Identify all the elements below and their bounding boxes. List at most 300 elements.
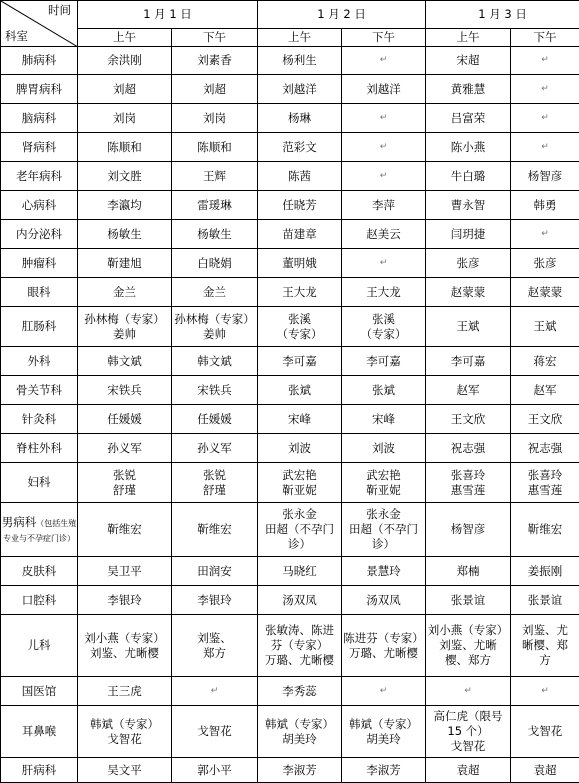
doctor-name: 刘文胜 (78, 169, 171, 184)
doctor-cell (426, 278, 511, 307)
doctor-name: 宋峰 (342, 412, 425, 427)
pm-header: 下午 (511, 29, 579, 47)
doctor-name: 赵蒙蒙 (511, 285, 579, 300)
doctor-cell (511, 104, 579, 133)
doctor-name: 祝志强 (426, 441, 510, 456)
doctor-name: 芬（专家） (258, 638, 341, 653)
doctor-name: 雷瑗琳 (172, 198, 257, 213)
department-name: 妇科 (28, 475, 51, 489)
table-row (1, 104, 579, 133)
am-header: 上午 (78, 29, 172, 47)
doctor-cell (426, 75, 511, 104)
empty-slot-mark: ↵ (342, 111, 425, 126)
department-cell (1, 615, 78, 677)
doctor-name: 韩文斌 (172, 354, 257, 369)
doctor-name: 张彦 (426, 256, 510, 271)
doctor-cell (511, 278, 579, 307)
doctor-cell (172, 557, 258, 586)
doctor-cell (426, 249, 511, 278)
am-header: 上午 (258, 29, 342, 47)
table-row (1, 557, 579, 586)
doctor-name: 王斌 (511, 319, 579, 334)
doctor-name: 胡美玲 (258, 732, 341, 747)
doctor-cell (78, 405, 172, 434)
doctor-cell (78, 249, 172, 278)
department-cell (1, 249, 78, 278)
pm-header: 下午 (172, 29, 258, 47)
table-row (1, 586, 579, 615)
doctor-name: 姜帅 (172, 327, 257, 342)
doctor-cell (511, 706, 579, 758)
doctor-name: 张敏涛、陈进 (258, 623, 341, 638)
doctor-name: 刘鉴、尤晰 (426, 638, 510, 653)
doctor-name: 马晓红 (258, 564, 341, 579)
doctor-name: 韩斌（专家） (78, 717, 171, 732)
doctor-name: 张斌 (258, 383, 341, 398)
doctor-name: 田超（不孕门诊） (258, 522, 341, 552)
doctor-cell (342, 557, 426, 586)
doctor-name: 李可嘉 (426, 354, 510, 369)
doctor-cell (342, 104, 426, 133)
doctor-name: 孙林梅（专家） (78, 312, 171, 327)
doctor-name: 靳亚妮 (342, 483, 425, 498)
doctor-cell (511, 133, 579, 162)
doctor-cell (172, 434, 258, 463)
doctor-name: 韩勇 (511, 198, 579, 213)
doctor-cell (258, 220, 342, 249)
department-name: 眼科 (28, 285, 51, 299)
doctor-name: 汤双凤 (342, 593, 425, 608)
doctor-cell (78, 47, 172, 75)
doctor-name: 杨智彦 (426, 522, 510, 537)
date-header: 1 月 1 日 (78, 1, 258, 29)
doctor-name: 韩斌（专家） (258, 717, 341, 732)
empty-slot-mark: ↵ (172, 684, 257, 699)
doctor-cell (258, 162, 342, 191)
date-header: 1 月 3 日 (426, 1, 579, 29)
table-row (1, 220, 579, 249)
doctor-name: 刘小燕（专家） (78, 631, 171, 646)
department-cell (1, 376, 78, 405)
doctor-name: 白晓娟 (172, 256, 257, 271)
doctor-cell (342, 615, 426, 677)
doctor-cell (426, 376, 511, 405)
doctor-name: 吴文平 (78, 763, 171, 778)
doctor-name: 李淑芳 (258, 763, 341, 778)
doctor-name: 赵军 (511, 383, 579, 398)
table-row (1, 677, 579, 706)
doctor-cell (342, 503, 426, 557)
department-cell (1, 307, 78, 347)
doctor-name: 方 (511, 653, 579, 668)
doctor-name: 杨利生 (258, 53, 341, 68)
table-row (1, 191, 579, 220)
doctor-cell (342, 463, 426, 503)
department-cell (1, 463, 78, 503)
doctor-cell (172, 278, 258, 307)
doctor-cell (258, 104, 342, 133)
doctor-name: 舒瑾 (78, 483, 171, 498)
doctor-name: 靳建旭 (78, 256, 171, 271)
doctor-cell (426, 162, 511, 191)
doctor-name: 姜帅 (78, 327, 171, 342)
doctor-name: 张喜玲 (426, 468, 510, 483)
doctor-name: 李银玲 (78, 593, 171, 608)
doctor-cell (78, 104, 172, 133)
empty-slot-mark: ↵ (511, 227, 579, 242)
doctor-name: 袁超 (426, 763, 510, 778)
doctor-cell (172, 249, 258, 278)
doctor-name: 刘越洋 (342, 82, 425, 97)
doctor-name: 孙义军 (172, 441, 257, 456)
doctor-name: 刘波 (258, 441, 341, 456)
doctor-cell (78, 503, 172, 557)
doctor-name: 赵蒙蒙 (426, 285, 510, 300)
doctor-name: 任媛媛 (172, 412, 257, 427)
empty-slot-mark: ↵ (342, 53, 425, 68)
doctor-name: 韩斌（专家） (342, 717, 425, 732)
table-row (1, 307, 579, 347)
doctor-cell (258, 405, 342, 434)
department-cell (1, 434, 78, 463)
doctor-name: 任媛媛 (78, 412, 171, 427)
doctor-name: 王文欣 (426, 412, 510, 427)
doctor-name: 李银玲 (172, 593, 257, 608)
doctor-cell (78, 75, 172, 104)
doctor-name: 王三虎 (78, 684, 171, 699)
doctor-cell (258, 706, 342, 758)
doctor-cell (172, 503, 258, 557)
doctor-name: 张永金 (258, 507, 341, 522)
department-cell (1, 347, 78, 376)
doctor-name: 万璐、尤晰樱 (258, 653, 341, 668)
doctor-name: 孙林梅（专家） (172, 312, 257, 327)
doctor-name: 杨智彦 (511, 169, 579, 184)
department-name: 脑病科 (22, 111, 57, 125)
doctor-name: 戈智花 (426, 739, 510, 754)
doctor-name: 刘小燕（专家） (426, 623, 510, 638)
doctor-name: 张彦 (511, 256, 579, 271)
doctor-name: 董明娥 (258, 256, 341, 271)
doctor-name: 杨敏生 (172, 227, 257, 242)
doctor-name: 刘岗 (78, 111, 171, 126)
table-row (1, 133, 579, 162)
doctor-name: 田润安 (172, 564, 257, 579)
table-row (1, 347, 579, 376)
department-name: 老年病科 (16, 169, 62, 183)
doctor-cell (172, 191, 258, 220)
doctor-name: 陈进芬（专家） (342, 631, 425, 646)
doctor-cell (511, 75, 579, 104)
doctor-cell (511, 405, 579, 434)
doctor-cell (172, 162, 258, 191)
doctor-name: 姜振刚 (511, 564, 579, 579)
doctor-name: （专家） (258, 327, 341, 342)
corner-time-label: 时间 (48, 3, 71, 18)
doctor-cell (78, 220, 172, 249)
doctor-name: 晰樱、郑 (511, 638, 579, 653)
doctor-name: 胡美玲 (342, 732, 425, 747)
department-cell (1, 557, 78, 586)
doctor-cell (511, 162, 579, 191)
doctor-cell (426, 586, 511, 615)
doctor-name: 武宏艳 (342, 468, 425, 483)
doctor-cell (172, 615, 258, 677)
doctor-name: 吕富荣 (426, 111, 510, 126)
department-name: 肛肠科 (22, 319, 57, 333)
empty-slot-mark: ↵ (511, 684, 579, 699)
department-cell (1, 133, 78, 162)
table-row (1, 47, 579, 75)
department-name: 口腔科 (22, 593, 57, 607)
empty-slot-mark: ↵ (511, 53, 579, 68)
doctor-name: 15 个） (426, 724, 510, 739)
doctor-cell (258, 75, 342, 104)
pm-header: 下午 (342, 29, 426, 47)
empty-slot-mark: ↵ (426, 684, 510, 699)
doctor-name: 韩文斌 (78, 354, 171, 369)
doctor-cell (258, 307, 342, 347)
doctor-name: 祝志强 (511, 441, 579, 456)
doctor-name: 金兰 (78, 285, 171, 300)
table-row (1, 249, 579, 278)
doctor-name: 闫玥捷 (426, 227, 510, 242)
doctor-cell (342, 706, 426, 758)
doctor-name: 刘岗 (172, 111, 257, 126)
doctor-name: 汤双凤 (258, 593, 341, 608)
department-name: 肺病科 (22, 53, 57, 67)
doctor-cell (342, 758, 426, 783)
doctor-name: 范彩文 (258, 140, 341, 155)
doctor-cell (511, 47, 579, 75)
doctor-name: 李可嘉 (258, 354, 341, 369)
doctor-name: 赵美云 (342, 227, 425, 242)
doctor-cell (426, 677, 511, 706)
doctor-cell (78, 278, 172, 307)
doctor-cell (342, 220, 426, 249)
schedule-body (1, 47, 579, 783)
doctor-name: 张永金 (342, 507, 425, 522)
doctor-cell (426, 104, 511, 133)
doctor-name: 刘鉴、尤 (511, 623, 579, 638)
doctor-cell (511, 677, 579, 706)
doctor-cell (342, 249, 426, 278)
doctor-cell (258, 615, 342, 677)
doctor-name: 田超（不孕门诊） (342, 522, 425, 552)
doctor-name: 黄雅慧 (426, 82, 510, 97)
empty-slot-mark: ↵ (342, 140, 425, 155)
empty-slot-mark: ↵ (342, 169, 425, 184)
department-cell (1, 47, 78, 75)
department-name: 耳鼻喉 (22, 724, 57, 738)
department-name: 脾胃病科 (16, 82, 62, 96)
doctor-name: 靳维宏 (172, 522, 257, 537)
doctor-cell (426, 191, 511, 220)
doctor-cell (78, 677, 172, 706)
doctor-cell (426, 463, 511, 503)
doctor-name: 苗建章 (258, 227, 341, 242)
department-cell (1, 104, 78, 133)
department-cell (1, 278, 78, 307)
doctor-cell (511, 586, 579, 615)
doctor-cell (511, 220, 579, 249)
doctor-cell (258, 586, 342, 615)
doctor-cell (426, 220, 511, 249)
doctor-name: 张喜玲 (511, 468, 579, 483)
department-name: 国医馆 (22, 684, 57, 698)
doctor-cell (78, 706, 172, 758)
department-cell (1, 758, 78, 783)
department-name: 男病科 (2, 515, 37, 529)
department-name: 心病科 (22, 198, 57, 212)
doctor-name: 牛白璐 (426, 169, 510, 184)
doctor-cell (258, 347, 342, 376)
department-cell (1, 75, 78, 104)
doctor-cell (426, 615, 511, 677)
doctor-cell (78, 376, 172, 405)
table-row (1, 706, 579, 758)
doctor-cell (78, 307, 172, 347)
doctor-cell (258, 434, 342, 463)
doctor-name: 郑方 (172, 646, 257, 661)
doctor-cell (342, 133, 426, 162)
doctor-name: 金兰 (172, 285, 257, 300)
doctor-cell (426, 758, 511, 783)
doctor-cell (511, 347, 579, 376)
doctor-name: 张景谊 (426, 593, 510, 608)
doctor-name: 景慧玲 (342, 564, 425, 579)
empty-slot-mark: ↵ (511, 82, 579, 97)
department-name: 儿科 (28, 638, 51, 652)
doctor-name: 陈顺和 (78, 140, 171, 155)
doctor-cell (426, 133, 511, 162)
doctor-name: 郑楠 (426, 564, 510, 579)
doctor-name: 张锐 (78, 468, 171, 483)
doctor-name: 陈茜 (258, 169, 341, 184)
doctor-name: 任晓芳 (258, 198, 341, 213)
doctor-name: 宋铁兵 (172, 383, 257, 398)
doctor-name: 李淑芳 (342, 763, 425, 778)
empty-slot-mark: ↵ (342, 684, 425, 699)
doctor-cell (172, 307, 258, 347)
department-name: 针灸科 (22, 412, 57, 426)
doctor-cell (258, 376, 342, 405)
doctor-cell (78, 347, 172, 376)
doctor-name: 惠雪莲 (426, 483, 510, 498)
doctor-cell (78, 434, 172, 463)
doctor-name: 余洪刚 (78, 53, 171, 68)
department-note: （包括生殖专业与不孕症门诊） (3, 519, 76, 543)
doctor-cell (172, 405, 258, 434)
doctor-name: 刘越洋 (258, 82, 341, 97)
department-name: 肾病科 (22, 140, 57, 154)
doctor-cell (78, 758, 172, 783)
doctor-cell (426, 557, 511, 586)
doctor-name: 樱、郑方 (426, 653, 510, 668)
doctor-cell (258, 191, 342, 220)
doctor-cell (426, 307, 511, 347)
am-header: 上午 (426, 29, 511, 47)
doctor-cell (258, 463, 342, 503)
doctor-name: 张溪 (342, 312, 425, 327)
doctor-name: 张景谊 (511, 593, 579, 608)
doctor-cell (172, 47, 258, 75)
doctor-name: 蒋宏 (511, 354, 579, 369)
table-row (1, 463, 579, 503)
table-corner-header (1, 1, 78, 47)
doctor-cell (172, 677, 258, 706)
empty-slot-mark: ↵ (511, 111, 579, 126)
doctor-cell (342, 586, 426, 615)
doctor-name: 陈顺和 (172, 140, 257, 155)
doctor-cell (258, 278, 342, 307)
doctor-name: 宋超 (426, 53, 510, 68)
department-cell (1, 405, 78, 434)
doctor-name: 王大龙 (342, 285, 425, 300)
table-row (1, 376, 579, 405)
doctor-cell (426, 405, 511, 434)
doctor-cell (172, 463, 258, 503)
doctor-name: 戈智花 (78, 732, 171, 747)
department-cell (1, 220, 78, 249)
doctor-cell (172, 133, 258, 162)
doctor-name: 宋峰 (258, 412, 341, 427)
empty-slot-mark: ↵ (342, 256, 425, 271)
table-row (1, 503, 579, 557)
doctor-name: 刘鉴、 (172, 631, 257, 646)
doctor-name: 张斌 (342, 383, 425, 398)
doctor-name: 陈小燕 (426, 140, 510, 155)
doctor-cell (78, 586, 172, 615)
doctor-name: 刘超 (172, 82, 257, 97)
table-row (1, 434, 579, 463)
doctor-name: 王辉 (172, 169, 257, 184)
doctor-name: （专家） (342, 327, 425, 342)
doctor-cell (172, 758, 258, 783)
doctor-cell (172, 586, 258, 615)
doctor-cell (258, 249, 342, 278)
doctor-cell (342, 307, 426, 347)
doctor-name: 李瀛均 (78, 198, 171, 213)
department-name: 肝病科 (22, 763, 57, 777)
doctor-cell (342, 47, 426, 75)
doctor-name: 张溪 (258, 312, 341, 327)
department-cell (1, 586, 78, 615)
doctor-name: 刘波 (342, 441, 425, 456)
doctor-name: 惠雪莲 (511, 483, 579, 498)
table-row (1, 405, 579, 434)
doctor-cell (78, 615, 172, 677)
table-row (1, 615, 579, 677)
doctor-name: 靳维宏 (511, 522, 579, 537)
doctor-name: 张锐 (172, 468, 257, 483)
doctor-cell (258, 677, 342, 706)
date-header: 1 月 2 日 (258, 1, 426, 29)
doctor-name: 万璐、尤晰樱 (342, 646, 425, 661)
doctor-cell (78, 133, 172, 162)
department-name: 皮肤科 (22, 564, 57, 578)
doctor-cell (78, 162, 172, 191)
doctor-name: 李秀蕊 (258, 684, 341, 699)
doctor-cell (172, 706, 258, 758)
doctor-name: 武宏艳 (258, 468, 341, 483)
department-name: 内分泌科 (16, 227, 62, 241)
doctor-cell (172, 376, 258, 405)
doctor-cell (172, 104, 258, 133)
doctor-cell (342, 347, 426, 376)
doctor-cell (342, 677, 426, 706)
table-row (1, 758, 579, 783)
